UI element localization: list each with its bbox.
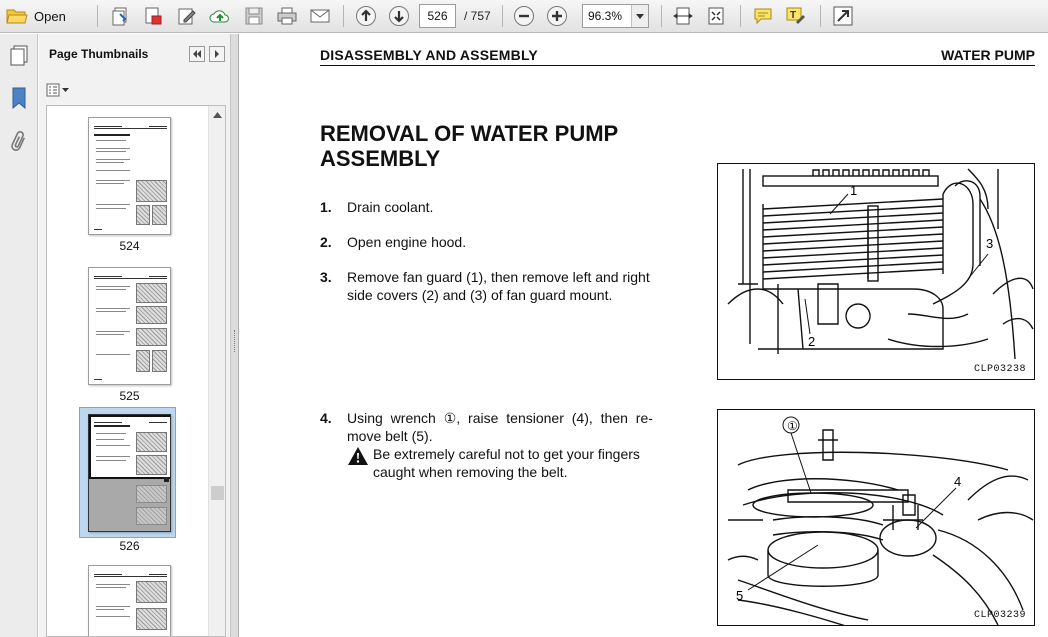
thumbnails-panel: [39, 34, 230, 637]
step-number: 1.: [320, 199, 332, 215]
zoom-out-icon: [513, 5, 535, 27]
zoom-select[interactable]: [582, 4, 649, 28]
thumbnail-page-524[interactable]: [88, 117, 171, 235]
step-text-line: move belt (5).: [347, 428, 433, 444]
warning-triangle-icon: [347, 446, 369, 466]
callout-label: ①: [787, 419, 798, 433]
thumbnail-page-527[interactable]: [88, 565, 171, 637]
scrollbar-thumb[interactable]: [211, 486, 224, 500]
page-up-icon: [355, 5, 377, 27]
fullscreen-button[interactable]: [830, 4, 856, 28]
zoom-in-icon: [546, 5, 568, 27]
engine-fan-guard-illustration: [718, 164, 1035, 380]
belt-tensioner-illustration: [718, 410, 1035, 626]
fullscreen-icon: [833, 6, 853, 26]
fit-page-button[interactable]: [703, 4, 729, 28]
thumbnail-label: 526: [119, 539, 140, 553]
step-text: Open engine hood.: [347, 234, 467, 250]
callout-label: 3: [986, 236, 994, 251]
edit-icon: [177, 6, 197, 26]
double-chevron-left-icon: [192, 50, 202, 58]
step-item: [320, 233, 700, 251]
header-rule: [320, 65, 1035, 66]
thumbnails-list: [46, 105, 226, 637]
zoom-in-button[interactable]: [544, 4, 570, 28]
upload-button[interactable]: [207, 4, 233, 28]
thumbnail-options-button[interactable]: [46, 82, 72, 98]
upload-icon: [209, 6, 231, 26]
zoom-value: 96.3%: [588, 9, 623, 23]
step-item: [320, 409, 700, 445]
figure-code: CLP03238: [973, 364, 1026, 375]
comment-icon: [752, 6, 774, 26]
highlight-button[interactable]: [783, 4, 809, 28]
paperclip-icon: [10, 130, 28, 154]
callout-label: 4: [954, 474, 962, 489]
thumbnail-page-525[interactable]: [88, 267, 171, 385]
figure-code: CLP03239: [973, 610, 1026, 621]
print-icon: [276, 6, 298, 26]
thumbnails-scrollbar[interactable]: [208, 106, 225, 637]
step-text-line: Remove fan guard (1), then remove left and right: [347, 269, 650, 285]
step-text-line: Using wrench ①, raise tensioner (4), then re-: [347, 410, 653, 426]
pages-icon: [9, 45, 29, 67]
save-icon: [244, 6, 264, 26]
expand-panel-button[interactable]: [209, 46, 225, 62]
page-number-input[interactable]: 526: [419, 4, 456, 28]
open-label: Open: [34, 8, 66, 24]
thumbnail-page-526[interactable]: [88, 414, 171, 532]
save-button[interactable]: [241, 4, 267, 28]
attachments-tab[interactable]: [7, 130, 31, 154]
print-button[interactable]: [274, 4, 300, 28]
chevron-down-icon[interactable]: [631, 5, 648, 27]
create-pdf-icon: [111, 6, 131, 26]
header-section: DISASSEMBLY AND ASSEMBLY: [320, 47, 538, 63]
figure-fan-guard: [717, 163, 1035, 380]
page-up-button[interactable]: [353, 4, 379, 28]
navigation-rail: [0, 34, 38, 637]
open-button[interactable]: [6, 4, 80, 28]
edit-button[interactable]: [174, 4, 200, 28]
panel-title: Page Thumbnails: [49, 47, 149, 61]
figure-belt-tensioner: [717, 409, 1035, 626]
bookmarks-tab[interactable]: [7, 86, 31, 110]
step-item: [320, 198, 700, 216]
panel-header: [39, 34, 230, 70]
header-topic: WATER PUMP: [941, 47, 1035, 63]
create-pdf-button[interactable]: [108, 4, 134, 28]
page-total: / 757: [464, 9, 491, 23]
document-convert-icon: [143, 6, 163, 26]
warning-text-line: caught when removing the belt.: [373, 464, 568, 480]
page-title-line: ASSEMBLY: [320, 146, 441, 171]
step-text: Drain coolant.: [347, 199, 434, 215]
convert-button[interactable]: [140, 4, 166, 28]
step-item: [320, 268, 700, 304]
main-toolbar: [0, 0, 1048, 33]
page-down-button[interactable]: [386, 4, 412, 28]
fit-page-icon: [706, 6, 726, 26]
bookmark-icon: [11, 87, 27, 109]
page-down-icon: [388, 5, 410, 27]
chevron-right-icon: [214, 50, 220, 58]
scroll-up-arrow-icon[interactable]: [213, 112, 222, 118]
email-button[interactable]: [307, 4, 333, 28]
thumbnail-label: 524: [119, 239, 140, 253]
callout-label: 1: [850, 183, 858, 198]
panel-splitter[interactable]: [230, 34, 239, 637]
step-text: [347, 409, 653, 445]
folder-open-icon: [6, 7, 28, 25]
collapse-panel-button[interactable]: [189, 46, 205, 62]
page-title-line: REMOVAL OF WATER PUMP: [320, 121, 619, 146]
highlight-icon: [785, 6, 807, 26]
thumbnail-label: 525: [119, 389, 140, 403]
step-number: 4.: [320, 410, 332, 426]
step-text-line: side covers (2) and (3) of fan guard mount.: [347, 287, 613, 303]
comment-button[interactable]: [750, 4, 776, 28]
callout-label: 2: [808, 334, 816, 349]
callout-label: 5: [736, 588, 744, 603]
step-number: 2.: [320, 234, 332, 250]
fit-width-button[interactable]: [670, 4, 696, 28]
document-page: [240, 34, 1048, 637]
warning-text-line: Be extremely careful not to get your fingers: [373, 446, 640, 462]
step-number: 3.: [320, 269, 332, 285]
zoom-out-button[interactable]: [511, 4, 537, 28]
step-text: [347, 268, 650, 304]
email-icon: [309, 7, 331, 25]
page-title: [320, 121, 700, 171]
fit-width-icon: [673, 6, 693, 26]
page-thumbnails-tab[interactable]: [7, 44, 31, 68]
svg-text:T: T: [790, 10, 797, 21]
options-menu-icon: [46, 83, 70, 97]
